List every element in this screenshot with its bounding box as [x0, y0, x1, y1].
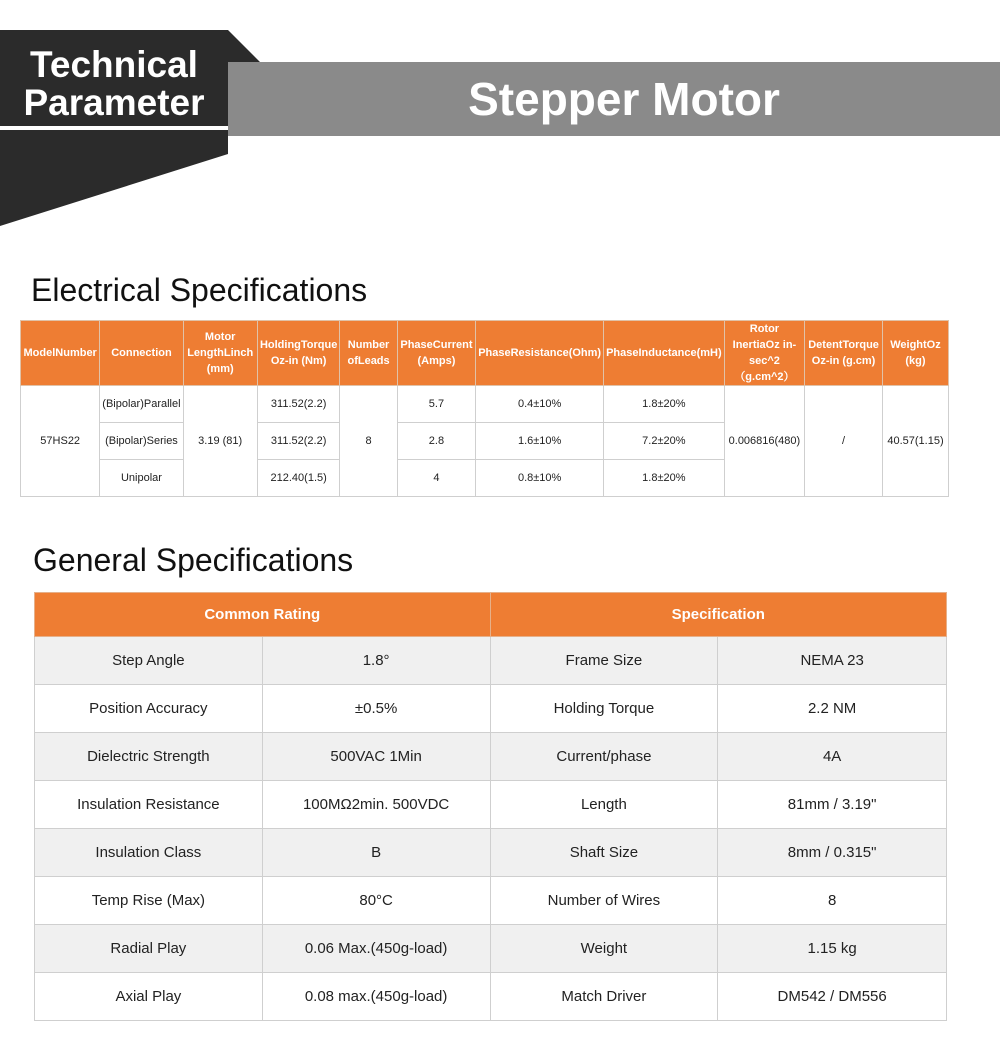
table-row: [35, 877, 947, 925]
spec-name-cell: Frame Size: [490, 637, 718, 685]
rating-value-cell: 80°C: [262, 877, 490, 925]
phase-current-cell: 2.8: [397, 423, 476, 460]
header-cell: PhaseCurrent (Amps): [397, 321, 476, 386]
holding-torque-cell: 212.40(1.5): [257, 460, 340, 497]
banner-label: [0, 46, 228, 122]
header-cell: DetentTorque Oz-in (g.cm): [805, 321, 883, 386]
rating-value-cell: 0.06 Max.(450g-load): [262, 925, 490, 973]
spec-name-cell: Holding Torque: [490, 685, 718, 733]
header-cell: Rotor InertiaOz in-sec^2 （g.cm^2）: [724, 321, 805, 386]
spec-name-cell: Number of Wires: [490, 877, 718, 925]
header-cell: ModelNumber: [21, 321, 100, 386]
table-row: [35, 733, 947, 781]
table-row: [35, 781, 947, 829]
phase-current-cell: 5.7: [397, 386, 476, 423]
rating-name-cell: Step Angle: [35, 637, 263, 685]
rating-name-cell: Insulation Resistance: [35, 781, 263, 829]
header-cell: Connection: [100, 321, 183, 386]
table-row: [35, 637, 947, 685]
table-row: [35, 685, 947, 733]
number-of-leads-cell: 8: [340, 386, 397, 497]
table-row: [35, 925, 947, 973]
table-row: [35, 973, 947, 1021]
table-header-row: [21, 321, 949, 386]
phase-resistance-cell: 1.6±10%: [476, 423, 604, 460]
table-header-row: [35, 593, 947, 637]
connection-cell: Unipolar: [100, 460, 183, 497]
holding-torque-cell: 311.52(2.2): [257, 386, 340, 423]
spec-value-cell: DM542 / DM556: [718, 973, 947, 1021]
electrical-section-title: Electrical Specifications: [31, 272, 368, 308]
electrical-spec-table: [20, 320, 949, 497]
spec-value-cell: 81mm / 3.19": [718, 781, 947, 829]
banner-label-line2: Parameter: [23, 82, 205, 123]
spec-value-cell: 4A: [718, 733, 947, 781]
phase-inductance-cell: 7.2±20%: [604, 423, 725, 460]
page-title: Stepper Motor: [468, 73, 780, 125]
rating-name-cell: Insulation Class: [35, 829, 263, 877]
specification-header: Specification: [490, 593, 947, 637]
model-number-cell: 57HS22: [21, 386, 100, 497]
holding-torque-cell: 311.52(2.2): [257, 423, 340, 460]
rating-value-cell: 1.8°: [262, 637, 490, 685]
spec-value-cell: 1.15 kg: [718, 925, 947, 973]
spec-value-cell: 8: [718, 877, 947, 925]
rating-name-cell: Dielectric Strength: [35, 733, 263, 781]
header-cell: Number ofLeads: [340, 321, 397, 386]
table-row: [35, 829, 947, 877]
spec-name-cell: Weight: [490, 925, 718, 973]
rotor-inertia-cell: 0.006816(480): [724, 386, 805, 497]
phase-resistance-cell: 0.8±10%: [476, 460, 604, 497]
rating-value-cell: B: [262, 829, 490, 877]
spec-value-cell: 8mm / 0.315": [718, 829, 947, 877]
spec-value-cell: 2.2 NM: [718, 685, 947, 733]
detent-torque-cell: /: [805, 386, 883, 497]
spec-name-cell: Current/phase: [490, 733, 718, 781]
header-cell: PhaseResistance(Ohm): [476, 321, 604, 386]
header-cell: Motor LengthLinch (mm): [183, 321, 257, 386]
phase-inductance-cell: 1.8±20%: [604, 386, 725, 423]
phase-current-cell: 4: [397, 460, 476, 497]
header-cell: HoldingTorque Oz-in (Nm): [257, 321, 340, 386]
motor-length-cell: 3.19 (81): [183, 386, 257, 497]
header-cell: WeightOz (kg): [882, 321, 948, 386]
general-spec-table: [34, 592, 947, 1021]
weight-cell: 40.57(1.15): [882, 386, 948, 497]
rating-name-cell: Position Accuracy: [35, 685, 263, 733]
rating-name-cell: Axial Play: [35, 973, 263, 1021]
connection-cell: (Bipolar)Parallel: [100, 386, 183, 423]
rating-value-cell: 0.08 max.(450g-load): [262, 973, 490, 1021]
rating-value-cell: 500VAC 1Min: [262, 733, 490, 781]
rating-name-cell: Radial Play: [35, 925, 263, 973]
spec-name-cell: Length: [490, 781, 718, 829]
banner-divider: [0, 126, 228, 130]
rating-value-cell: 100MΩ2min. 500VDC: [262, 781, 490, 829]
spec-name-cell: Shaft Size: [490, 829, 718, 877]
spec-value-cell: NEMA 23: [718, 637, 947, 685]
connection-cell: (Bipolar)Series: [100, 423, 183, 460]
spec-name-cell: Match Driver: [490, 973, 718, 1021]
phase-inductance-cell: 1.8±20%: [604, 460, 725, 497]
general-section-title: General Specifications: [33, 542, 354, 578]
header-cell: PhaseInductance(mH): [604, 321, 725, 386]
common-rating-header: Common Rating: [35, 593, 491, 637]
phase-resistance-cell: 0.4±10%: [476, 386, 604, 423]
banner-label-line1: Technical: [30, 44, 198, 85]
rating-value-cell: ±0.5%: [262, 685, 490, 733]
rating-name-cell: Temp Rise (Max): [35, 877, 263, 925]
table-row: [21, 386, 949, 423]
